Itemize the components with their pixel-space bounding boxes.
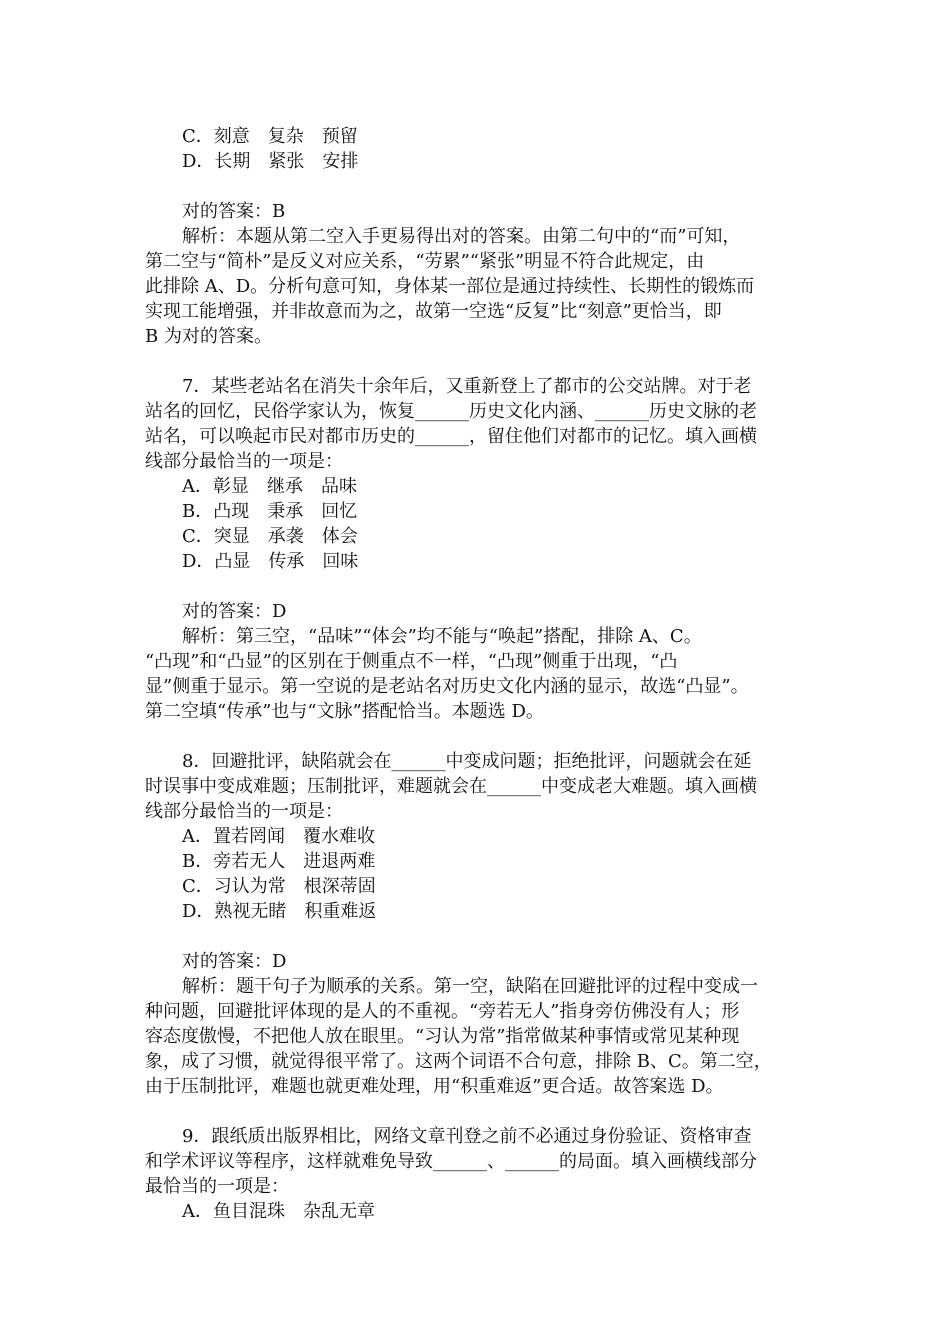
option-b: B．凸现 秉承 回忆	[182, 501, 358, 522]
spacer	[145, 574, 810, 599]
spacer	[145, 349, 810, 374]
analysis-line: 实现工能增强，并非故意而为之，故第一空选“反复”比“刻意”更恰当，即	[145, 301, 722, 322]
spacer	[145, 724, 810, 749]
analysis-line: “凸现”和“凸显”的区别在于侧重点不一样，“凸现”侧重于出现，“凸	[145, 651, 678, 672]
question-line: 站名，可以唤起市民对都市历史的______，留住他们对都市的记忆。填入画横	[145, 426, 757, 447]
question-line: 线部分最恰当的一项是：	[145, 801, 343, 822]
question-line: 9．跟纸质出版界相比，网络文章刊登之前不必通过身份验证、资格审查	[182, 1126, 752, 1147]
option-d: D．长期 紧张 安排	[182, 151, 359, 172]
answer-line: 对的答案：D	[182, 601, 287, 622]
analysis-line: B 为对的答案。	[145, 326, 272, 347]
option-b: B．旁若无人 进退两难	[182, 851, 376, 872]
option-c: C．习认为常 根深蒂固	[182, 876, 376, 897]
option-c: C．突显 承袭 体会	[182, 526, 358, 547]
question-line: 7．某些老站名在消失十余年后，又重新登上了都市的公交站牌。对于老	[182, 376, 752, 397]
question-line: 站名的回忆，民俗学家认为，恢复______历史文化内涵、______历史文脉的老	[145, 401, 757, 422]
analysis-line: 容态度傲慢，不把他人放在眼里。“习认为常”指常做某种事情或常见某种现	[145, 1026, 740, 1047]
answer-line: 对的答案：D	[182, 951, 287, 972]
analysis-line: 此排除 A、D。分析句意可知，身体某一部位是通过持续性、长期性的锻炼而	[145, 276, 755, 297]
option-d: D．熟视无睹 积重难返	[182, 901, 377, 922]
spacer	[145, 174, 810, 199]
question-block	[145, 749, 810, 1099]
question-block	[145, 124, 810, 349]
question-block	[145, 374, 810, 724]
option-a: A．置若罔闻 覆水难收	[182, 826, 375, 847]
question-line: 和学术评议等程序，这样就难免导致______、______的局面。填入画横线部分	[145, 1151, 757, 1172]
analysis-line: 第二空填“传承”也与“文脉”搭配恰当。本题选 D。	[145, 701, 544, 722]
question-block	[145, 1124, 810, 1224]
question-line: 8．回避批评，缺陷就会在______中变成问题；拒绝批评，问题就会在延	[182, 751, 752, 772]
analysis-line: 解析：第三空，“品味”“体会”均不能与“唤起”搭配，排除 A、C。	[182, 626, 702, 647]
question-line: 线部分最恰当的一项是：	[145, 451, 343, 472]
analysis-line: 第二空与“简朴”是反义对应关系，“劳累”“紧张”明显不符合此规定，由	[145, 251, 705, 272]
question-line: 最恰当的一项是：	[145, 1176, 289, 1197]
question-line: 时误事中变成难题；压制批评，难题就会在______中变成老大难题。填入画横	[145, 776, 757, 797]
analysis-line: 种问题，回避批评体现的是人的不重视。“旁若无人”指身旁仿佛没有人；形	[145, 1001, 740, 1022]
analysis-line: 解析：本题从第二空入手更易得出对的答案。由第二句中的“而”可知，	[182, 226, 741, 247]
answer-line: 对的答案：B	[182, 201, 286, 222]
option-c: C．刻意 复杂 预留	[182, 126, 358, 147]
analysis-line: 象，成了习惯，就觉得很平常了。这两个词语不合句意，排除 B、C。第二空，	[145, 1051, 772, 1072]
option-d: D．凸显 传承 回味	[182, 551, 359, 572]
analysis-line: 显”侧重于显示。第一空说的是老站名对历史文化内涵的显示，故选“凸显”。	[145, 676, 749, 697]
analysis-line: 解析：题干句子为顺承的关系。第一空，缺陷在回避批评的过程中变成一	[182, 976, 758, 997]
option-a: A．彰显 继承 品味	[182, 476, 357, 497]
option-a: A．鱼目混珠 杂乱无章	[182, 1201, 375, 1222]
spacer	[145, 924, 810, 949]
spacer	[145, 1099, 810, 1124]
analysis-line: 由于压制批评，难题也就更难处理，用“积重难返”更合适。故答案选 D。	[145, 1076, 724, 1097]
document-page	[145, 124, 810, 1224]
